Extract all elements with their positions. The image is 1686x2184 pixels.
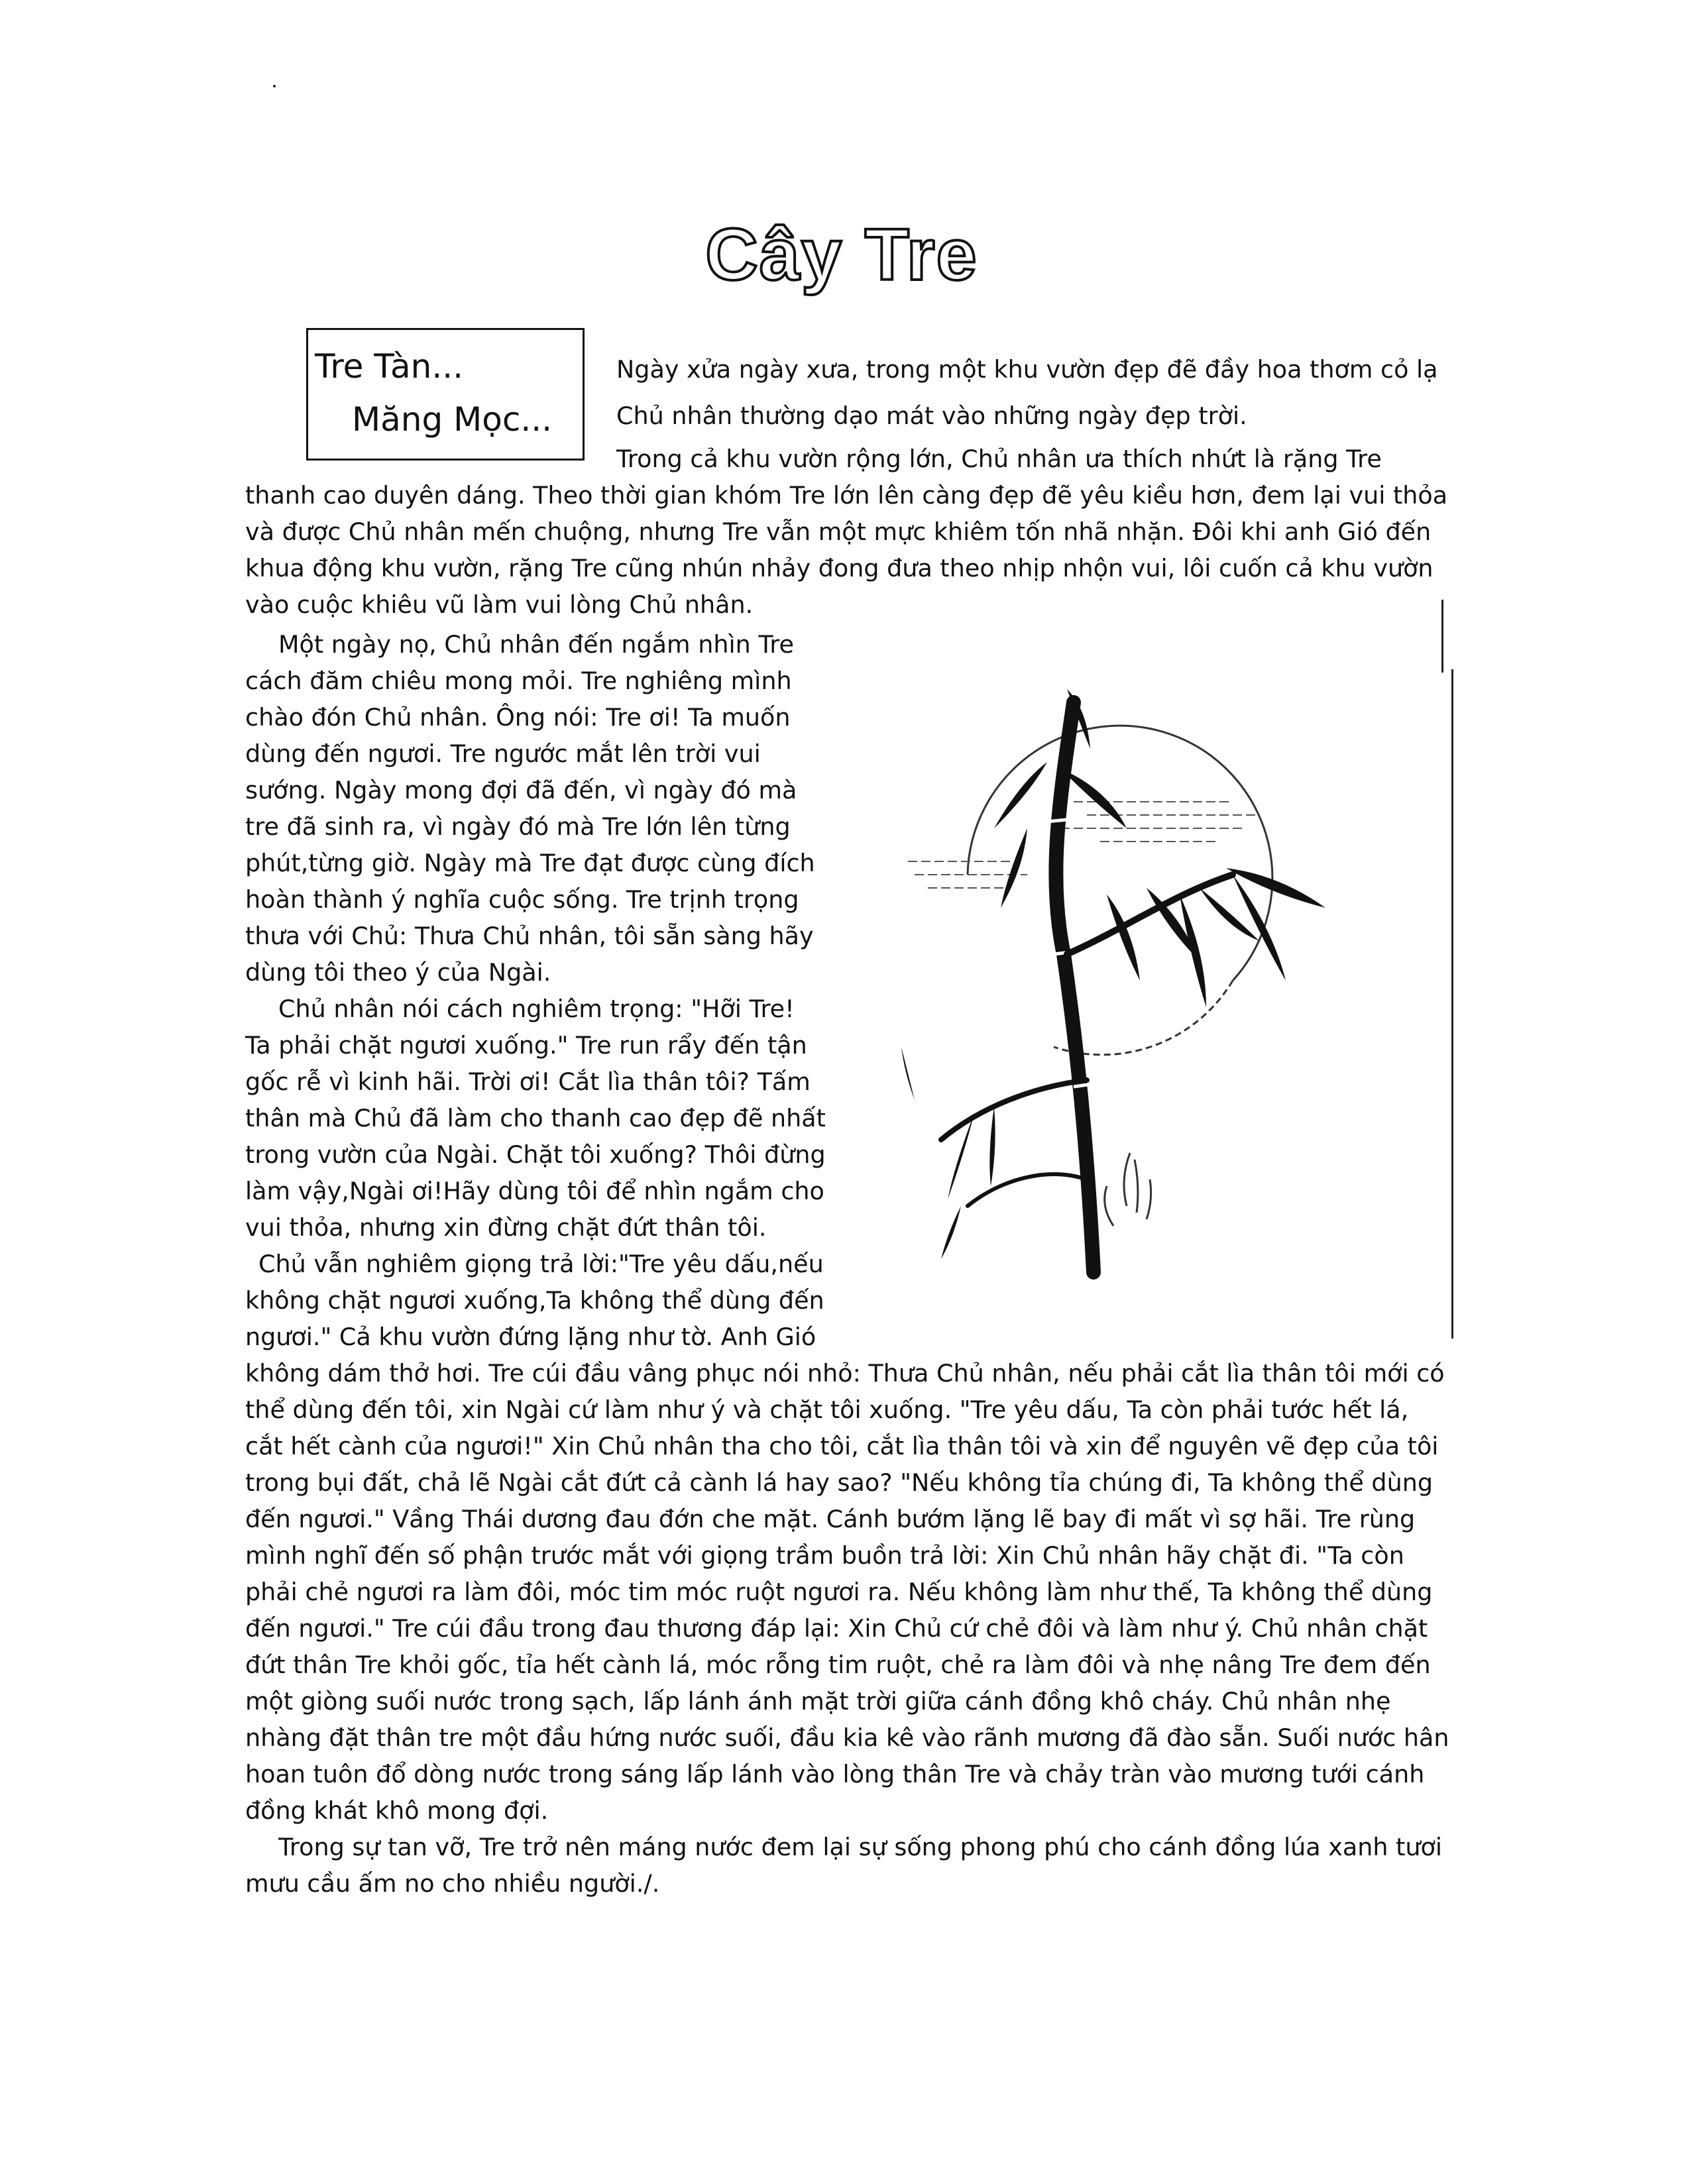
bamboo-illustration [888, 676, 1445, 1312]
scan-artifact-dot [273, 85, 276, 87]
text-line: hoan tuôn đổ dòng nước trong sáng lấp lánh vào lòng thân Tre và chảy tràn vào mương tưới cánh [245, 1760, 1425, 1788]
callout-line: Tre Tàn... [315, 347, 464, 386]
text-line: thanh cao duyên dáng. Theo thời gian khóm Tre lớn lên càng đẹp đẽ yêu kiều hơn, đem lại vui thỏa [245, 481, 1448, 510]
text-line: Trong sự tan vỡ, Tre trở nên máng nước đem lại sự sống phong phú cho cánh đồng lúa xanh tươi [278, 1833, 1442, 1861]
text-line: phút,từng giờ. Ngày mà Tre đạt được cùng đích [245, 849, 815, 877]
scan-artifact-line [1441, 600, 1443, 673]
text-line: thưa với Chủ: Thưa Chủ nhân, tôi sẵn sàng hãy [245, 922, 814, 950]
text-line: đứt thân Tre khỏi gốc, tỉa hết cành lá, móc rỗng tim ruột, chẻ ra làm đôi và nhẹ nâng Tre đem đến [245, 1651, 1431, 1679]
text-line: vào cuộc khiêu vũ làm vui lòng Chủ nhân. [245, 590, 754, 619]
text-line: vui thỏa, nhưng xin đừng chặt đứt thân tôi. [245, 1213, 767, 1242]
text-line: không chặt ngươi xuống,Ta không thể dùng đến [245, 1286, 824, 1315]
text-line: thân mà Chủ đã làm cho thanh cao đẹp đẽ nhất [245, 1104, 826, 1132]
text-line: Một ngày nọ, Chủ nhân đến ngắm nhìn Tre [278, 630, 794, 659]
text-line: phải chẻ ngươi ra làm đôi, móc tim móc ruột ngươi ra. Nếu không làm như thế, Ta không thể dùng [245, 1578, 1433, 1606]
text-line: đến ngươi." Tre cúi đầu trong đau thương đáp lại: Xin Chủ cứ chẻ đôi và làm như ý. Chủ nhân chặt [245, 1614, 1428, 1643]
text-line: trong bụi đất, chả lẽ Ngài cắt đứt cả cành lá hay sao? "Nếu không tỉa chúng đi, Ta không thể dùng [245, 1468, 1433, 1497]
text-line: hoàn thành ý nghĩa cuộc sống. Tre trịnh trọng [245, 885, 799, 914]
text-line: dùng đến ngươi. Tre ngước mắt lên trời vui [245, 739, 761, 768]
text-line: một giòng suối nước trong sạch, lấp lánh ánh mặt trời giữa cánh đồng khô cháy. Chủ nhân nhẹ [245, 1687, 1391, 1716]
scan-artifact-line [1451, 669, 1453, 1338]
text-line: Chủ nhân thường dạo mát vào những ngày đẹp trời. [616, 402, 1247, 430]
text-line: và được Chủ nhân mến chuộng, nhưng Tre vẫn một mực khiêm tốn nhã nhặn. Đôi khi anh Gió đến [245, 518, 1432, 546]
page-title: Cây Tre [705, 214, 978, 296]
callout-box [306, 328, 585, 461]
text-line: ngươi." Cả khu vườn đứng lặng như tờ. Anh Gió [245, 1323, 816, 1351]
text-line: Chủ nhân nói cách nghiêm trọng: "Hỡi Tre! [278, 995, 795, 1023]
text-line: Chủ vẫn nghiêm giọng trả lời:"Tre yêu dấu,nếu [258, 1250, 824, 1278]
text-line: nhàng đặt thân tre một đầu hứng nước suối, đầu kia kê vào rãnh mương đã đào sẵn. Suối nước hân [245, 1723, 1449, 1752]
text-line: không dám thở hơi. Tre cúi đầu vâng phục nói nhỏ: Thưa Chủ nhân, nếu phải cắt lìa thân tôi mới có [245, 1359, 1445, 1388]
callout-line: Măng Mọc... [352, 400, 553, 439]
text-line: Ta phải chặt ngươi xuống." Tre run rẩy đến tận [245, 1031, 807, 1060]
text-line: thể dùng đến tôi, xin Ngài cứ làm như ý và chặt tôi xuống. "Tre yêu dấu, Ta còn phải tước hết lá, [245, 1395, 1409, 1424]
text-line: cắt hết cành của ngươi!" Xin Chủ nhân tha cho tôi, cắt lìa thân tôi và xin để nguyên vẽ đẹp của tôi [245, 1432, 1439, 1460]
text-line: Ngày xửa ngày xưa, trong một khu vườn đẹp đẽ đầy hoa thơm cỏ lạ [616, 355, 1438, 384]
text-line: gốc rễ vì kinh hãi. Trời ơi! Cắt lìa thân tôi? Tấm [245, 1067, 811, 1096]
text-line: làm vậy,Ngài ơi!Hãy dùng tôi để nhìn ngắm cho [245, 1177, 824, 1205]
text-line: chào đón Chủ nhân. Ông nói: Tre ơi! Ta muốn [245, 703, 791, 732]
text-line: khua động khu vườn, rặng Tre cũng nhún nhảy đong đưa theo nhịp nhộn vui, lôi cuốn cả khu vườn [245, 554, 1433, 582]
text-line: tre đã sinh ra, vì ngày đó mà Tre lớn lên từng [245, 812, 791, 841]
text-line: đồng khát khô mong đợi. [245, 1796, 549, 1825]
text-line: đến ngươi." Vầng Thái dương đau đớn che mặt. Cánh bướm lặng lẽ bay đi mất vì sợ hãi. Tre rùng [245, 1505, 1416, 1533]
text-line: mình nghĩ đến số phận trước mắt với giọng trầm buồn trả lời: Xin Chủ nhân hãy chặt đi. "Ta còn [245, 1541, 1404, 1570]
text-line: cách đăm chiêu mong mỏi. Tre nghiêng mình [245, 667, 792, 695]
text-line: trong vườn của Ngài. Chặt tôi xuống? Thôi đừng [245, 1140, 826, 1169]
text-line: sướng. Ngày mong đợi đã đến, vì ngày đó mà [245, 776, 797, 804]
text-line: mưu cầu ấm no cho nhiều người./. [245, 1869, 660, 1898]
text-line: dùng tôi theo ý của Ngài. [245, 958, 551, 987]
text-line: Trong cả khu vườn rộng lớn, Chủ nhân ưa thích nhứt là rặng Tre [616, 445, 1382, 473]
